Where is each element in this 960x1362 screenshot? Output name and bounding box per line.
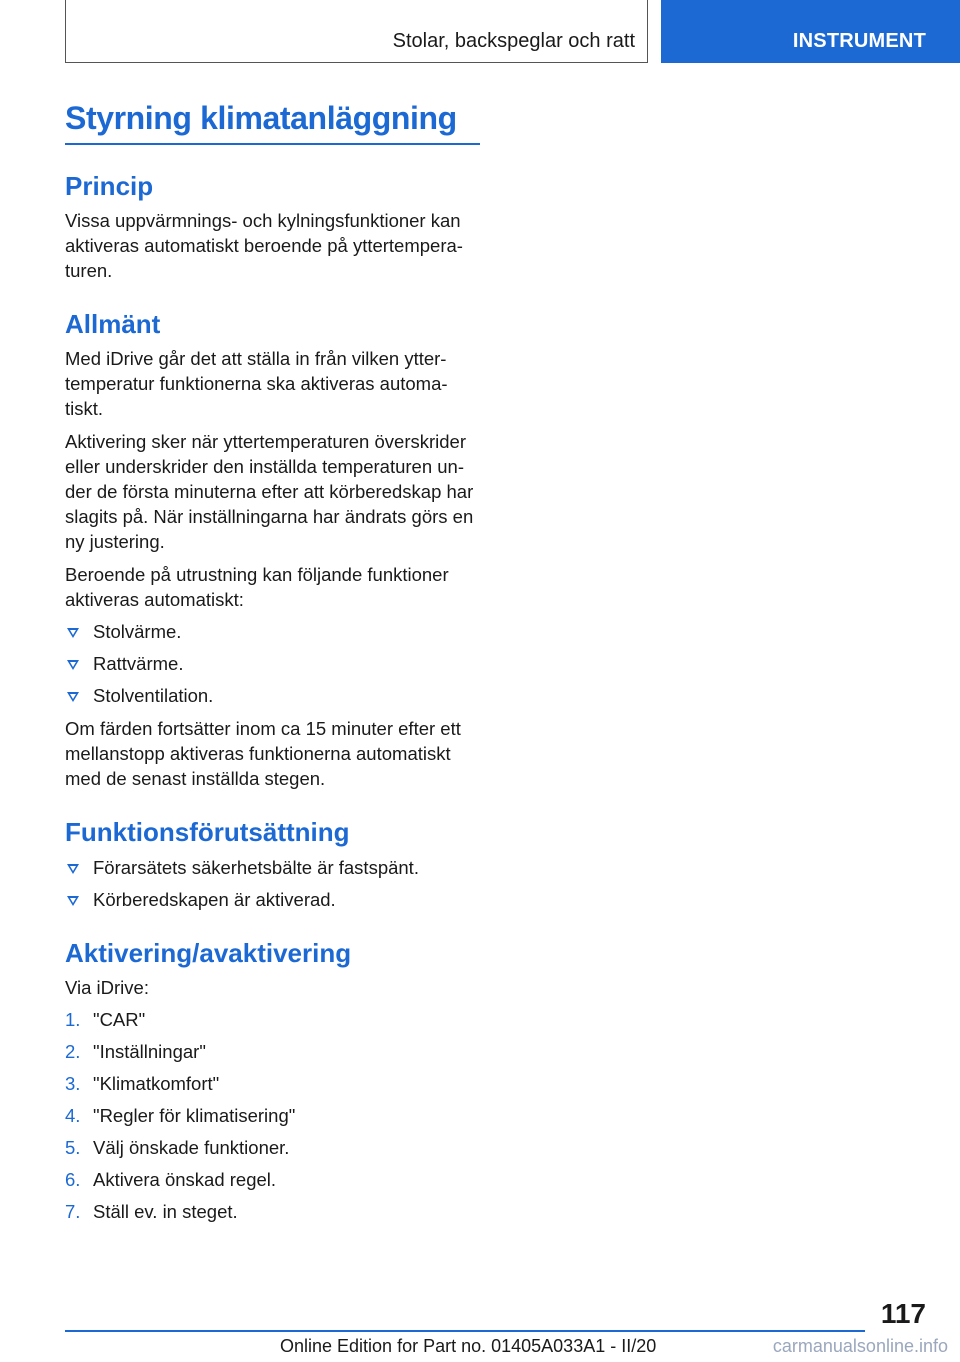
list-item <box>65 1039 485 1064</box>
bullet-list <box>65 855 485 912</box>
list-item <box>65 683 485 708</box>
step-number: 4. <box>65 1105 81 1126</box>
step-number: 3. <box>65 1073 81 1094</box>
list-item-text: Stolvärme. <box>93 621 182 642</box>
section-princip <box>65 171 485 283</box>
paragraph: Beroende på utrustning kan följande funktioner aktiveras automatiskt: <box>65 564 449 610</box>
list-item <box>65 855 485 880</box>
page-title: Styrning klimatanläggning <box>65 100 480 145</box>
header-box <box>65 0 648 63</box>
header-section-title: Stolar, backspeglar och ratt <box>392 30 635 52</box>
step-number: 7. <box>65 1201 81 1222</box>
numbered-list <box>65 1007 485 1224</box>
list-item <box>65 1007 485 1032</box>
list-item-text: Körberedskapen är aktiverad. <box>93 889 336 910</box>
step-number: 5. <box>65 1137 81 1158</box>
bullet-list <box>65 619 485 708</box>
paragraph: Via iDrive: <box>65 977 149 998</box>
paragraph: Aktivering sker när yttertemperaturen överskrider eller underskrider den inställda temperaturen un-der de första minuterna efter att körberedskap har slagits på. När inställningarna har ändrats görs en ny justering. <box>65 431 474 552</box>
page-content <box>65 100 485 1224</box>
triangle-bullet-icon <box>67 628 79 638</box>
section-allmant <box>65 309 485 791</box>
step-number: 2. <box>65 1041 81 1062</box>
step-number: 6. <box>65 1169 81 1190</box>
triangle-bullet-icon <box>67 692 79 702</box>
list-item <box>65 1135 485 1160</box>
section-heading: Princip <box>65 171 154 201</box>
step-text: "Inställningar" <box>93 1041 206 1062</box>
step-text: Aktivera önskad regel. <box>93 1169 277 1190</box>
triangle-bullet-icon <box>67 660 79 670</box>
section-heading: Allmänt <box>65 309 161 339</box>
page-number: 117 <box>880 1298 926 1329</box>
list-item <box>65 1071 485 1096</box>
list-item <box>65 1167 485 1192</box>
triangle-bullet-icon <box>67 864 79 874</box>
list-item <box>65 1199 485 1224</box>
paragraph: Om färden fortsätter inom ca 15 minuter efter ett mellanstopp aktiveras funktionerna automatiskt med de senast inställda stegen. <box>65 718 461 789</box>
list-item-text: Förarsätets säkerhetsbälte är fastspänt. <box>93 857 419 878</box>
step-text: Ställ ev. in steget. <box>93 1201 238 1222</box>
paragraph: Vissa uppvärmnings- och kylningsfunktioner kan aktiveras automatiskt beroende på yttertempera-turen. <box>65 210 463 281</box>
triangle-bullet-icon <box>67 896 79 906</box>
list-item-text: Stolventilation. <box>93 685 214 706</box>
footer-divider <box>65 1330 865 1332</box>
step-text: "CAR" <box>93 1009 146 1030</box>
section-heading: Aktivering/avaktivering <box>65 938 352 968</box>
list-item <box>65 887 485 912</box>
list-item <box>65 1103 485 1128</box>
section-funktionsforutsattning <box>65 817 485 912</box>
step-number: 1. <box>65 1009 81 1030</box>
header-tab-label: INSTRUMENT <box>792 30 926 52</box>
paragraph: Med iDrive går det att ställa in från vilken ytter-temperatur funktionerna ska aktiveras automa-tiskt. <box>65 348 448 419</box>
footer-edition: Online Edition for Part no. 01405A033A1 - II/20 <box>280 1336 657 1356</box>
step-text: "Regler för klimatisering" <box>93 1105 296 1126</box>
step-text: "Klimatkomfort" <box>93 1073 220 1094</box>
step-text: Välj önskade funktioner. <box>93 1137 290 1158</box>
list-item <box>65 651 485 676</box>
list-item <box>65 619 485 644</box>
header-tab-instrument[interactable] <box>661 0 960 63</box>
watermark: carmanualsonline.info <box>772 1336 948 1356</box>
section-heading: Funktionsförutsättning <box>65 817 350 847</box>
section-aktivering <box>65 938 485 1224</box>
list-item-text: Rattvärme. <box>93 653 184 674</box>
